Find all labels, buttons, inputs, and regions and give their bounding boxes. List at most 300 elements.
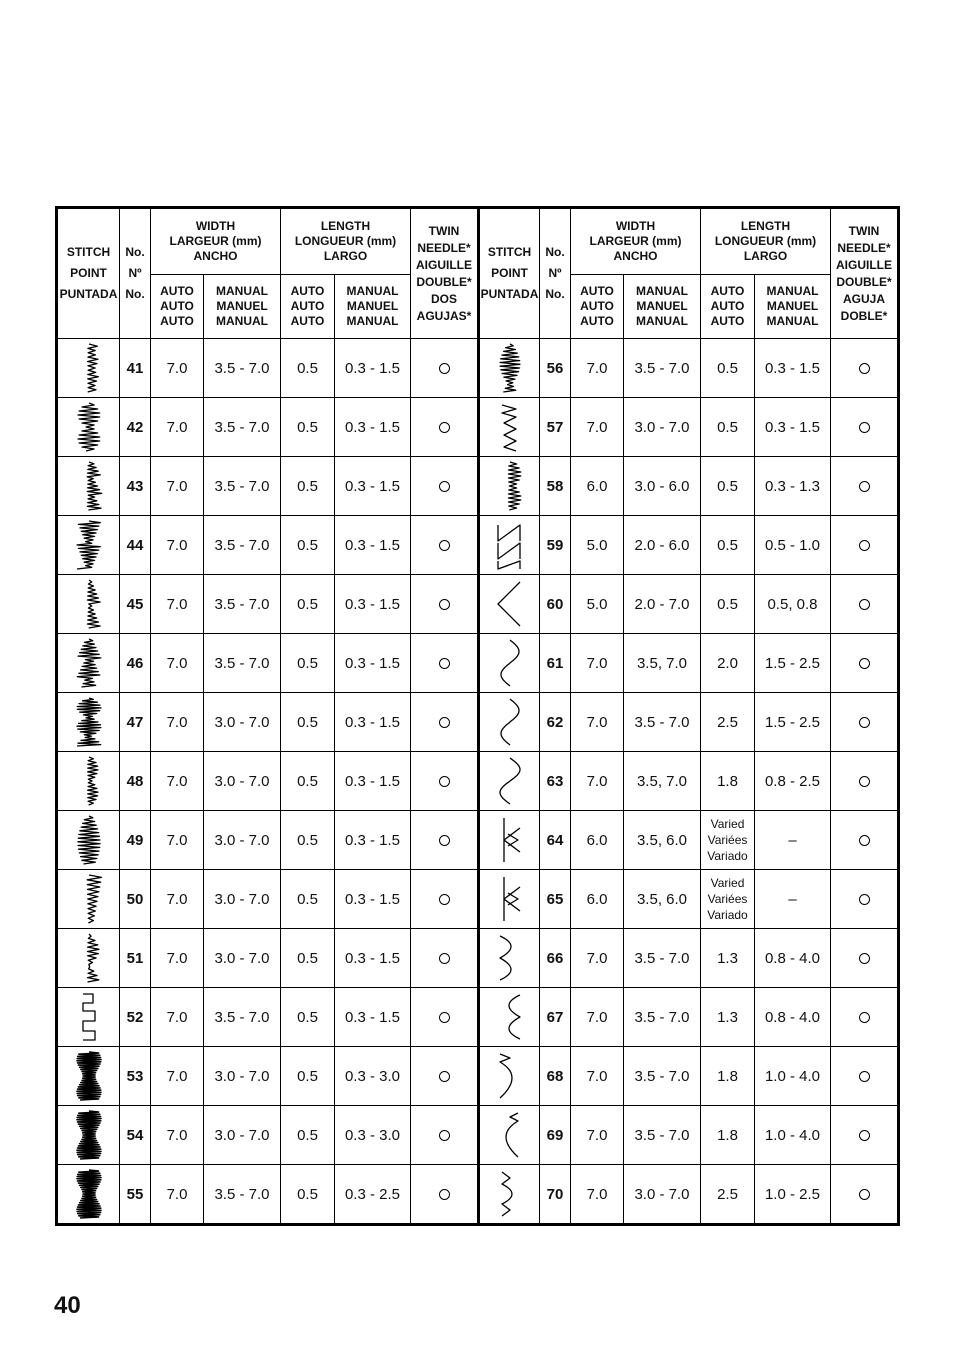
table-row <box>57 634 899 693</box>
stitch-header: STITCH POINT PUNTADA <box>57 208 120 339</box>
stitch-pattern-68-icon <box>490 1050 530 1102</box>
length-manual-value: 0.3 - 1.5 <box>335 516 411 575</box>
length-manual-value: 0.3 - 1.5 <box>335 752 411 811</box>
circle-icon <box>859 481 870 492</box>
length-auto-value: 0.5 <box>701 575 755 634</box>
stitch-number: 64 <box>540 811 571 870</box>
twin-needle-value <box>831 339 899 398</box>
length-auto-value: 0.5 <box>701 339 755 398</box>
twin-needle-value <box>831 988 899 1047</box>
table-row <box>57 1106 899 1165</box>
circle-icon <box>859 1189 870 1200</box>
stitch-pattern-50-icon <box>69 873 109 925</box>
width-manual-value: 3.0 - 7.0 <box>624 398 701 457</box>
length-auto-value: 0.5 <box>281 988 335 1047</box>
stitch-number: 55 <box>120 1165 151 1225</box>
width-manual-value: 3.5 - 7.0 <box>204 457 281 516</box>
width-auto-value: 7.0 <box>571 988 624 1047</box>
width-header: WIDTH LARGEUR (mm) ANCHO <box>151 208 281 275</box>
stitch-pattern-57-icon <box>490 401 530 453</box>
stitch-pattern-cell <box>57 811 120 870</box>
width-manual-value: 3.0 - 7.0 <box>204 1047 281 1106</box>
stitch-pattern-cell <box>57 457 120 516</box>
stitch-pattern-cell <box>57 634 120 693</box>
width-manual-value: 3.0 - 7.0 <box>204 1106 281 1165</box>
table-row <box>57 1047 899 1106</box>
stitch-number: 52 <box>120 988 151 1047</box>
number-header: No. Nº No. <box>540 208 571 339</box>
stitch-number: 62 <box>540 693 571 752</box>
length-auto-value <box>701 870 755 929</box>
length-manual-value: 0.8 - 4.0 <box>755 929 831 988</box>
stitch-pattern-cell <box>57 1047 120 1106</box>
stitch-number: 45 <box>120 575 151 634</box>
length-manual-value: 0.3 - 1.5 <box>335 398 411 457</box>
stitch-number: 65 <box>540 870 571 929</box>
table-row <box>57 1165 899 1225</box>
stitch-pattern-67-icon <box>490 991 530 1043</box>
twin-needle-value <box>411 575 479 634</box>
stitch-pattern-43-icon <box>69 460 109 512</box>
stitch-pattern-cell <box>57 339 120 398</box>
length-manual-value: 1.5 - 2.5 <box>755 634 831 693</box>
twin-needle-value <box>831 457 899 516</box>
width-manual-header: MANUAL MANUEL MANUAL <box>204 275 281 339</box>
width-manual-value: 3.0 - 7.0 <box>204 811 281 870</box>
width-manual-value: 3.5 - 7.0 <box>204 398 281 457</box>
stitch-pattern-51-icon <box>69 932 109 984</box>
stitch-pattern-63-icon <box>490 755 530 807</box>
width-auto-header: AUTO AUTO AUTO <box>151 275 204 339</box>
width-manual-value: 3.5 - 7.0 <box>204 516 281 575</box>
stitch-pattern-cell <box>479 1047 540 1106</box>
length-manual-value: 0.3 - 1.5 <box>335 870 411 929</box>
stitch-number: 66 <box>540 929 571 988</box>
width-manual-value: 3.0 - 7.0 <box>204 752 281 811</box>
width-manual-value: 3.5 - 7.0 <box>204 634 281 693</box>
width-auto-value: 7.0 <box>571 634 624 693</box>
length-auto-varied-line: Variado <box>707 849 748 863</box>
twin-needle-value <box>411 1106 479 1165</box>
twin-needle-value <box>411 1165 479 1225</box>
circle-icon <box>439 481 450 492</box>
length-manual-value: 0.3 - 1.5 <box>335 811 411 870</box>
width-manual-value: 3.0 - 6.0 <box>624 457 701 516</box>
circle-icon <box>439 1130 450 1141</box>
length-auto-varied-line: Variées <box>707 892 748 906</box>
stitch-number: 47 <box>120 693 151 752</box>
stitch-pattern-55-icon <box>69 1168 109 1220</box>
circle-icon <box>859 540 870 551</box>
table-row <box>57 339 899 398</box>
stitch-pattern-cell <box>479 870 540 929</box>
stitch-number: 60 <box>540 575 571 634</box>
length-manual-value: 1.0 - 4.0 <box>755 1047 831 1106</box>
length-auto-value: 0.5 <box>281 752 335 811</box>
width-manual-value: 3.5 - 7.0 <box>204 1165 281 1225</box>
width-auto-value: 7.0 <box>571 339 624 398</box>
stitch-number: 43 <box>120 457 151 516</box>
length-manual-value: 0.3 - 1.5 <box>335 929 411 988</box>
width-manual-value: 3.5 - 7.0 <box>624 1106 701 1165</box>
length-auto-value: 0.5 <box>281 398 335 457</box>
table-row <box>57 870 899 929</box>
stitch-number: 57 <box>540 398 571 457</box>
stitch-pattern-cell <box>479 457 540 516</box>
circle-icon <box>439 1071 450 1082</box>
stitch-pattern-cell <box>479 929 540 988</box>
width-manual-value: 3.5 - 7.0 <box>624 339 701 398</box>
length-auto-value: 1.8 <box>701 1047 755 1106</box>
twin-needle-header: TWIN NEEDLE* AIGUILLE DOUBLE* AGUJA DOBLE* <box>831 208 899 339</box>
twin-needle-value <box>831 575 899 634</box>
length-manual-value: 1.5 - 2.5 <box>755 693 831 752</box>
width-manual-value: 3.5, 6.0 <box>624 811 701 870</box>
length-auto-value: 0.5 <box>281 575 335 634</box>
width-manual-value: 3.5, 7.0 <box>624 752 701 811</box>
circle-icon <box>439 658 450 669</box>
circle-icon <box>859 1130 870 1141</box>
stitch-number: 61 <box>540 634 571 693</box>
twin-needle-value <box>831 693 899 752</box>
stitch-number: 46 <box>120 634 151 693</box>
length-auto-varied-line: Variées <box>707 833 748 847</box>
circle-icon <box>859 422 870 433</box>
twin-needle-value <box>831 634 899 693</box>
stitch-pattern-cell <box>57 693 120 752</box>
length-auto-value: 1.8 <box>701 752 755 811</box>
width-auto-value: 7.0 <box>151 1165 204 1225</box>
stitch-pattern-cell <box>479 398 540 457</box>
width-auto-value: 7.0 <box>151 575 204 634</box>
twin-needle-value <box>411 398 479 457</box>
circle-icon <box>859 363 870 374</box>
length-manual-value: 0.3 - 1.5 <box>755 398 831 457</box>
stitch-pattern-45-icon <box>69 578 109 630</box>
length-header: LENGTH LONGUEUR (mm) LARGO <box>701 208 831 275</box>
length-auto-value: 0.5 <box>281 1165 335 1225</box>
table-row <box>57 398 899 457</box>
stitch-number: 58 <box>540 457 571 516</box>
width-auto-value: 7.0 <box>571 1165 624 1225</box>
stitch-pattern-58-icon <box>490 460 530 512</box>
length-auto-value: 0.5 <box>281 929 335 988</box>
stitch-pattern-cell <box>57 398 120 457</box>
twin-needle-value <box>831 870 899 929</box>
stitch-pattern-cell <box>57 752 120 811</box>
length-manual-value: 0.3 - 1.5 <box>335 988 411 1047</box>
length-auto-value: 2.0 <box>701 634 755 693</box>
stitch-number: 53 <box>120 1047 151 1106</box>
width-auto-value: 6.0 <box>571 811 624 870</box>
twin-needle-value <box>411 457 479 516</box>
twin-needle-value <box>831 752 899 811</box>
circle-icon <box>439 953 450 964</box>
length-manual-header: MANUAL MANUEL MANUAL <box>755 275 831 339</box>
stitch-number: 59 <box>540 516 571 575</box>
stitch-pattern-59-icon <box>490 519 530 571</box>
width-auto-value: 7.0 <box>151 398 204 457</box>
length-auto-value: 0.5 <box>281 870 335 929</box>
length-auto-varied-line: Varied <box>710 817 745 831</box>
width-auto-header: AUTO AUTO AUTO <box>571 275 624 339</box>
twin-needle-value <box>411 870 479 929</box>
twin-needle-value <box>831 1165 899 1225</box>
stitch-pattern-44-icon <box>69 519 109 571</box>
width-auto-value: 7.0 <box>151 339 204 398</box>
table-row <box>57 575 899 634</box>
length-auto-varied-line: Varied <box>710 876 745 890</box>
length-manual-value: 0.8 - 2.5 <box>755 752 831 811</box>
stitch-pattern-62-icon <box>490 696 530 748</box>
twin-needle-value <box>831 1047 899 1106</box>
width-auto-value: 7.0 <box>151 693 204 752</box>
circle-icon <box>439 717 450 728</box>
length-auto-value: 0.5 <box>281 1047 335 1106</box>
stitch-number: 44 <box>120 516 151 575</box>
length-manual-value: 0.3 - 1.5 <box>335 693 411 752</box>
width-manual-value: 3.5 - 7.0 <box>624 929 701 988</box>
number-header: No. Nº No. <box>120 208 151 339</box>
width-auto-value: 7.0 <box>151 1106 204 1165</box>
stitch-pattern-cell <box>57 1106 120 1165</box>
width-auto-value: 7.0 <box>151 870 204 929</box>
stitch-pattern-61-icon <box>490 637 530 689</box>
width-auto-value: 7.0 <box>151 516 204 575</box>
stitch-number: 49 <box>120 811 151 870</box>
twin-needle-value <box>411 634 479 693</box>
twin-needle-header: TWIN NEEDLE* AIGUILLE DOUBLE* DOS AGUJAS* <box>411 208 479 339</box>
length-manual-value: 0.3 - 1.5 <box>335 457 411 516</box>
stitch-pattern-cell <box>479 1165 540 1225</box>
width-manual-value: 3.5 - 7.0 <box>624 988 701 1047</box>
stitch-number: 42 <box>120 398 151 457</box>
width-auto-value: 5.0 <box>571 516 624 575</box>
stitch-pattern-cell <box>57 1165 120 1225</box>
stitch-pattern-cell <box>57 516 120 575</box>
width-auto-value: 7.0 <box>571 929 624 988</box>
width-manual-value: 3.5, 6.0 <box>624 870 701 929</box>
stitch-pattern-69-icon <box>490 1109 530 1161</box>
twin-needle-value <box>411 516 479 575</box>
width-manual-value: 3.0 - 7.0 <box>624 1165 701 1225</box>
stitch-pattern-42-icon <box>69 401 109 453</box>
stitch-pattern-cell <box>57 575 120 634</box>
width-manual-value: 3.5 - 7.0 <box>204 988 281 1047</box>
stitch-pattern-cell <box>57 929 120 988</box>
width-auto-value: 7.0 <box>151 811 204 870</box>
twin-needle-value <box>831 811 899 870</box>
table-row <box>57 516 899 575</box>
circle-icon <box>859 658 870 669</box>
table-body <box>57 339 899 1225</box>
length-auto-value: 0.5 <box>281 516 335 575</box>
twin-needle-value <box>411 811 479 870</box>
length-header: LENGTH LONGUEUR (mm) LARGO <box>281 208 411 275</box>
stitch-number: 67 <box>540 988 571 1047</box>
twin-needle-value <box>831 1106 899 1165</box>
circle-icon <box>439 835 450 846</box>
twin-needle-value <box>411 1047 479 1106</box>
stitch-number: 70 <box>540 1165 571 1225</box>
stitch-number: 54 <box>120 1106 151 1165</box>
stitch-pattern-47-icon <box>69 696 109 748</box>
length-manual-value: 0.5 - 1.0 <box>755 516 831 575</box>
stitch-pattern-49-icon <box>69 814 109 866</box>
circle-icon <box>439 894 450 905</box>
width-auto-value: 7.0 <box>571 1106 624 1165</box>
twin-needle-value <box>411 693 479 752</box>
width-auto-value: 7.0 <box>571 1047 624 1106</box>
circle-icon <box>859 953 870 964</box>
width-manual-value: 3.0 - 7.0 <box>204 870 281 929</box>
length-auto-value: 0.5 <box>701 457 755 516</box>
width-manual-header: MANUAL MANUEL MANUAL <box>624 275 701 339</box>
stitch-pattern-cell <box>479 811 540 870</box>
circle-icon <box>859 776 870 787</box>
circle-icon <box>859 599 870 610</box>
length-manual-value: 0.3 - 1.5 <box>335 575 411 634</box>
stitch-pattern-65-icon <box>490 873 530 925</box>
stitch-pattern-60-icon <box>490 578 530 630</box>
length-manual-header: MANUAL MANUEL MANUAL <box>335 275 411 339</box>
length-auto-value: 0.5 <box>281 457 335 516</box>
table-row <box>57 811 899 870</box>
width-manual-value: 3.5, 7.0 <box>624 634 701 693</box>
length-auto-value: 1.3 <box>701 929 755 988</box>
length-auto-value: 2.5 <box>701 1165 755 1225</box>
circle-icon <box>859 1071 870 1082</box>
length-auto-header: AUTO AUTO AUTO <box>701 275 755 339</box>
circle-icon <box>859 894 870 905</box>
length-auto-value: 2.5 <box>701 693 755 752</box>
stitch-header: STITCH POINT PUNTADA <box>479 208 540 339</box>
length-auto-value: 0.5 <box>701 398 755 457</box>
stitch-number: 50 <box>120 870 151 929</box>
width-manual-value: 3.5 - 7.0 <box>204 339 281 398</box>
table-row <box>57 457 899 516</box>
circle-icon <box>859 1012 870 1023</box>
width-auto-value: 7.0 <box>151 929 204 988</box>
width-auto-value: 7.0 <box>571 693 624 752</box>
width-auto-value: 5.0 <box>571 575 624 634</box>
width-manual-value: 2.0 - 7.0 <box>624 575 701 634</box>
width-manual-value: 3.5 - 7.0 <box>204 575 281 634</box>
width-auto-value: 6.0 <box>571 870 624 929</box>
width-header: WIDTH LARGEUR (mm) ANCHO <box>571 208 701 275</box>
width-auto-value: 7.0 <box>571 752 624 811</box>
width-auto-value: 7.0 <box>151 1047 204 1106</box>
stitch-pattern-cell <box>479 988 540 1047</box>
circle-icon <box>859 717 870 728</box>
stitch-pattern-cell <box>479 752 540 811</box>
stitch-pattern-cell <box>479 339 540 398</box>
stitch-pattern-cell <box>57 870 120 929</box>
width-auto-value: 7.0 <box>571 398 624 457</box>
stitch-number: 51 <box>120 929 151 988</box>
width-auto-value: 7.0 <box>151 457 204 516</box>
width-auto-value: 7.0 <box>151 752 204 811</box>
length-manual-value: 0.3 - 3.0 <box>335 1047 411 1106</box>
length-auto-value: 0.5 <box>281 339 335 398</box>
stitch-pattern-64-icon <box>490 814 530 866</box>
width-manual-value: 3.5 - 7.0 <box>624 693 701 752</box>
width-auto-value: 6.0 <box>571 457 624 516</box>
length-auto-header: AUTO AUTO AUTO <box>281 275 335 339</box>
stitch-number: 69 <box>540 1106 571 1165</box>
length-auto-value <box>701 811 755 870</box>
length-manual-value: – <box>755 870 831 929</box>
table-row <box>57 988 899 1047</box>
length-manual-value: 0.3 - 2.5 <box>335 1165 411 1225</box>
circle-icon <box>439 1189 450 1200</box>
length-auto-value: 0.5 <box>281 811 335 870</box>
length-auto-value: 0.5 <box>281 693 335 752</box>
stitch-pattern-70-icon <box>490 1168 530 1220</box>
length-manual-value: – <box>755 811 831 870</box>
length-manual-value: 0.3 - 3.0 <box>335 1106 411 1165</box>
circle-icon <box>439 776 450 787</box>
length-auto-value: 0.5 <box>701 516 755 575</box>
stitch-number: 41 <box>120 339 151 398</box>
width-auto-value: 7.0 <box>151 634 204 693</box>
stitch-pattern-46-icon <box>69 637 109 689</box>
length-manual-value: 0.3 - 1.5 <box>335 634 411 693</box>
stitch-pattern-56-icon <box>490 342 530 394</box>
circle-icon <box>439 422 450 433</box>
twin-needle-value <box>831 398 899 457</box>
stitch-number: 63 <box>540 752 571 811</box>
circle-icon <box>859 835 870 846</box>
stitch-number: 48 <box>120 752 151 811</box>
length-auto-value: 1.3 <box>701 988 755 1047</box>
stitch-pattern-cell <box>479 575 540 634</box>
stitch-pattern-cell <box>479 693 540 752</box>
twin-needle-value <box>411 339 479 398</box>
circle-icon <box>439 540 450 551</box>
twin-needle-value <box>411 988 479 1047</box>
width-manual-value: 2.0 - 6.0 <box>624 516 701 575</box>
circle-icon <box>439 1012 450 1023</box>
table-row <box>57 752 899 811</box>
length-auto-varied-line: Variado <box>707 908 748 922</box>
length-auto-value: 0.5 <box>281 634 335 693</box>
width-manual-value: 3.0 - 7.0 <box>204 693 281 752</box>
circle-icon <box>439 599 450 610</box>
twin-needle-value <box>831 516 899 575</box>
width-auto-value: 7.0 <box>151 988 204 1047</box>
stitch-pattern-cell <box>57 988 120 1047</box>
twin-needle-value <box>411 929 479 988</box>
stitch-settings-table <box>55 206 900 1226</box>
stitch-pattern-48-icon <box>69 755 109 807</box>
length-manual-value: 1.0 - 2.5 <box>755 1165 831 1225</box>
width-manual-value: 3.0 - 7.0 <box>204 929 281 988</box>
stitch-pattern-52-icon <box>69 991 109 1043</box>
circle-icon <box>439 363 450 374</box>
stitch-pattern-66-icon <box>490 932 530 984</box>
stitch-pattern-53-icon <box>69 1050 109 1102</box>
length-auto-value: 1.8 <box>701 1106 755 1165</box>
table-row <box>57 693 899 752</box>
stitch-pattern-41-icon <box>69 342 109 394</box>
stitch-number: 68 <box>540 1047 571 1106</box>
page-number: 40 <box>54 1292 81 1319</box>
stitch-number: 56 <box>540 339 571 398</box>
twin-needle-value <box>831 929 899 988</box>
length-manual-value: 0.3 - 1.3 <box>755 457 831 516</box>
stitch-pattern-cell <box>479 516 540 575</box>
